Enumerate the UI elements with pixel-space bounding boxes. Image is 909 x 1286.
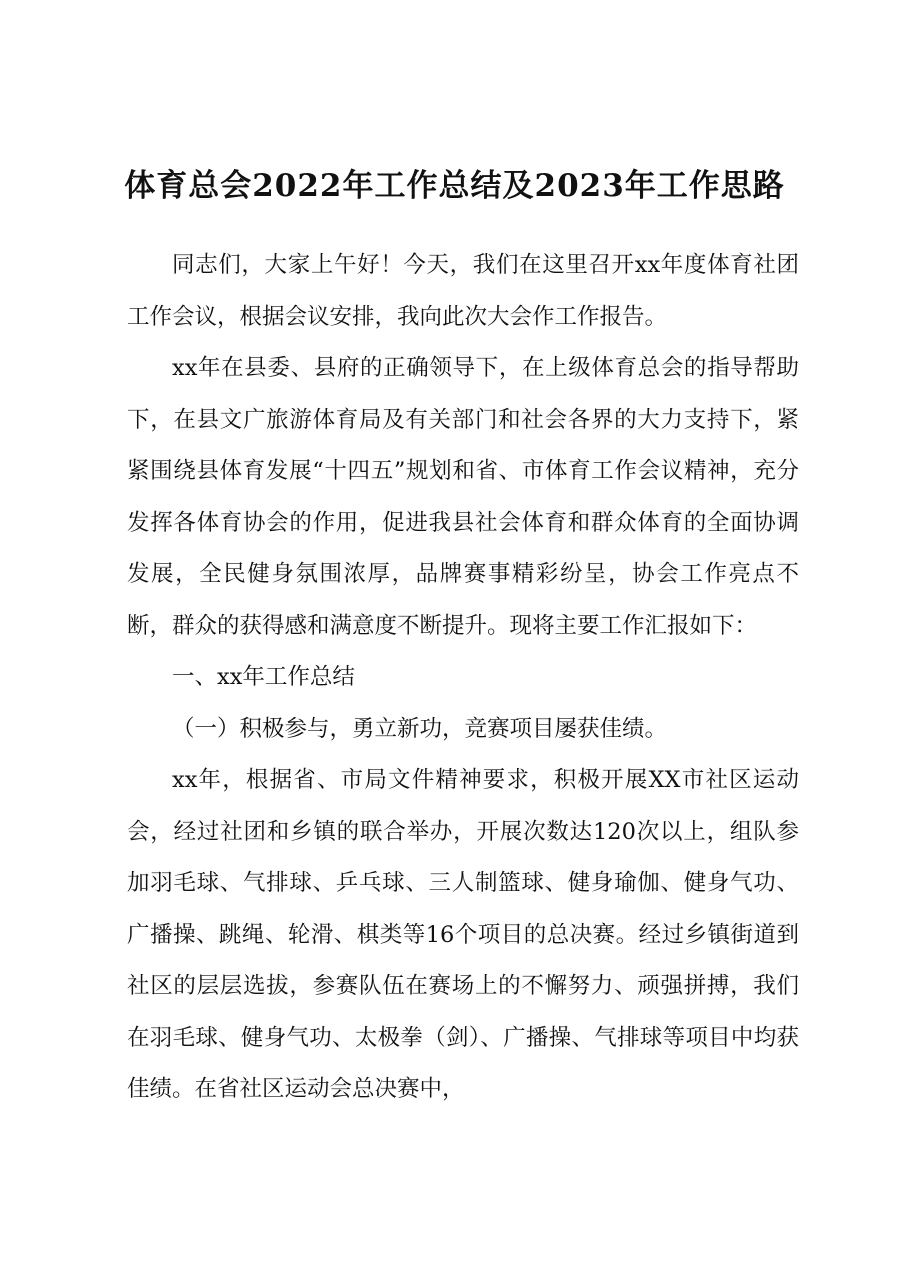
document-body — [127, 240, 799, 1116]
paragraph-competitions: xx年，根据省、市局文件精神要求，积极开展XX市社区运动会，经过社团和乡镇的联合举办，开展次数达120次以上，组队参加羽毛球、气排球、乒乓球、三人制篮球、健身瑜伽、健身气功、广播操、跳绳、轮滑、棋类等16个项目的总决赛。经过乡镇街道到社区的层层选拔，参赛队伍在赛场上的不懈努力、顽强拼搏，我们在羽毛球、健身气功、太极拳（剑）、广播操、气排球等项目中均获佳绩。在省社区运动会总决赛中， — [127, 767, 799, 1102]
document-title: 体育总会2022年工作总结及2023年工作思路 — [124, 168, 785, 204]
subsection-heading-1: （一）积极参与，勇立新功，竞赛项目屡获佳绩。 — [172, 715, 668, 742]
paragraph-overview: xx年在县委、县府的正确领导下，在上级体育总会的指导帮助下，在县文广旅游体育局及有关部门和社会各界的大力支持下，紧紧围绕县体育发展“十四五”规划和省、市体育工作会议精神，充分发挥各体育协会的作用，促进我县社会体育和群众体育的全面协调发展，全民健身氛围浓厚，品牌赛事精彩纷呈，协会工作亮点不断，群众的获得感和满意度不断提升。现将主要工作汇报如下： — [127, 355, 799, 639]
paragraph-greeting: 同志们，大家上午好！今天，我们在这里召开xx年度体育社团工作会议，根据会议安排，我向此次大会作工作报告。 — [127, 252, 799, 330]
section-heading-1: 一、xx年工作总结 — [172, 664, 355, 690]
